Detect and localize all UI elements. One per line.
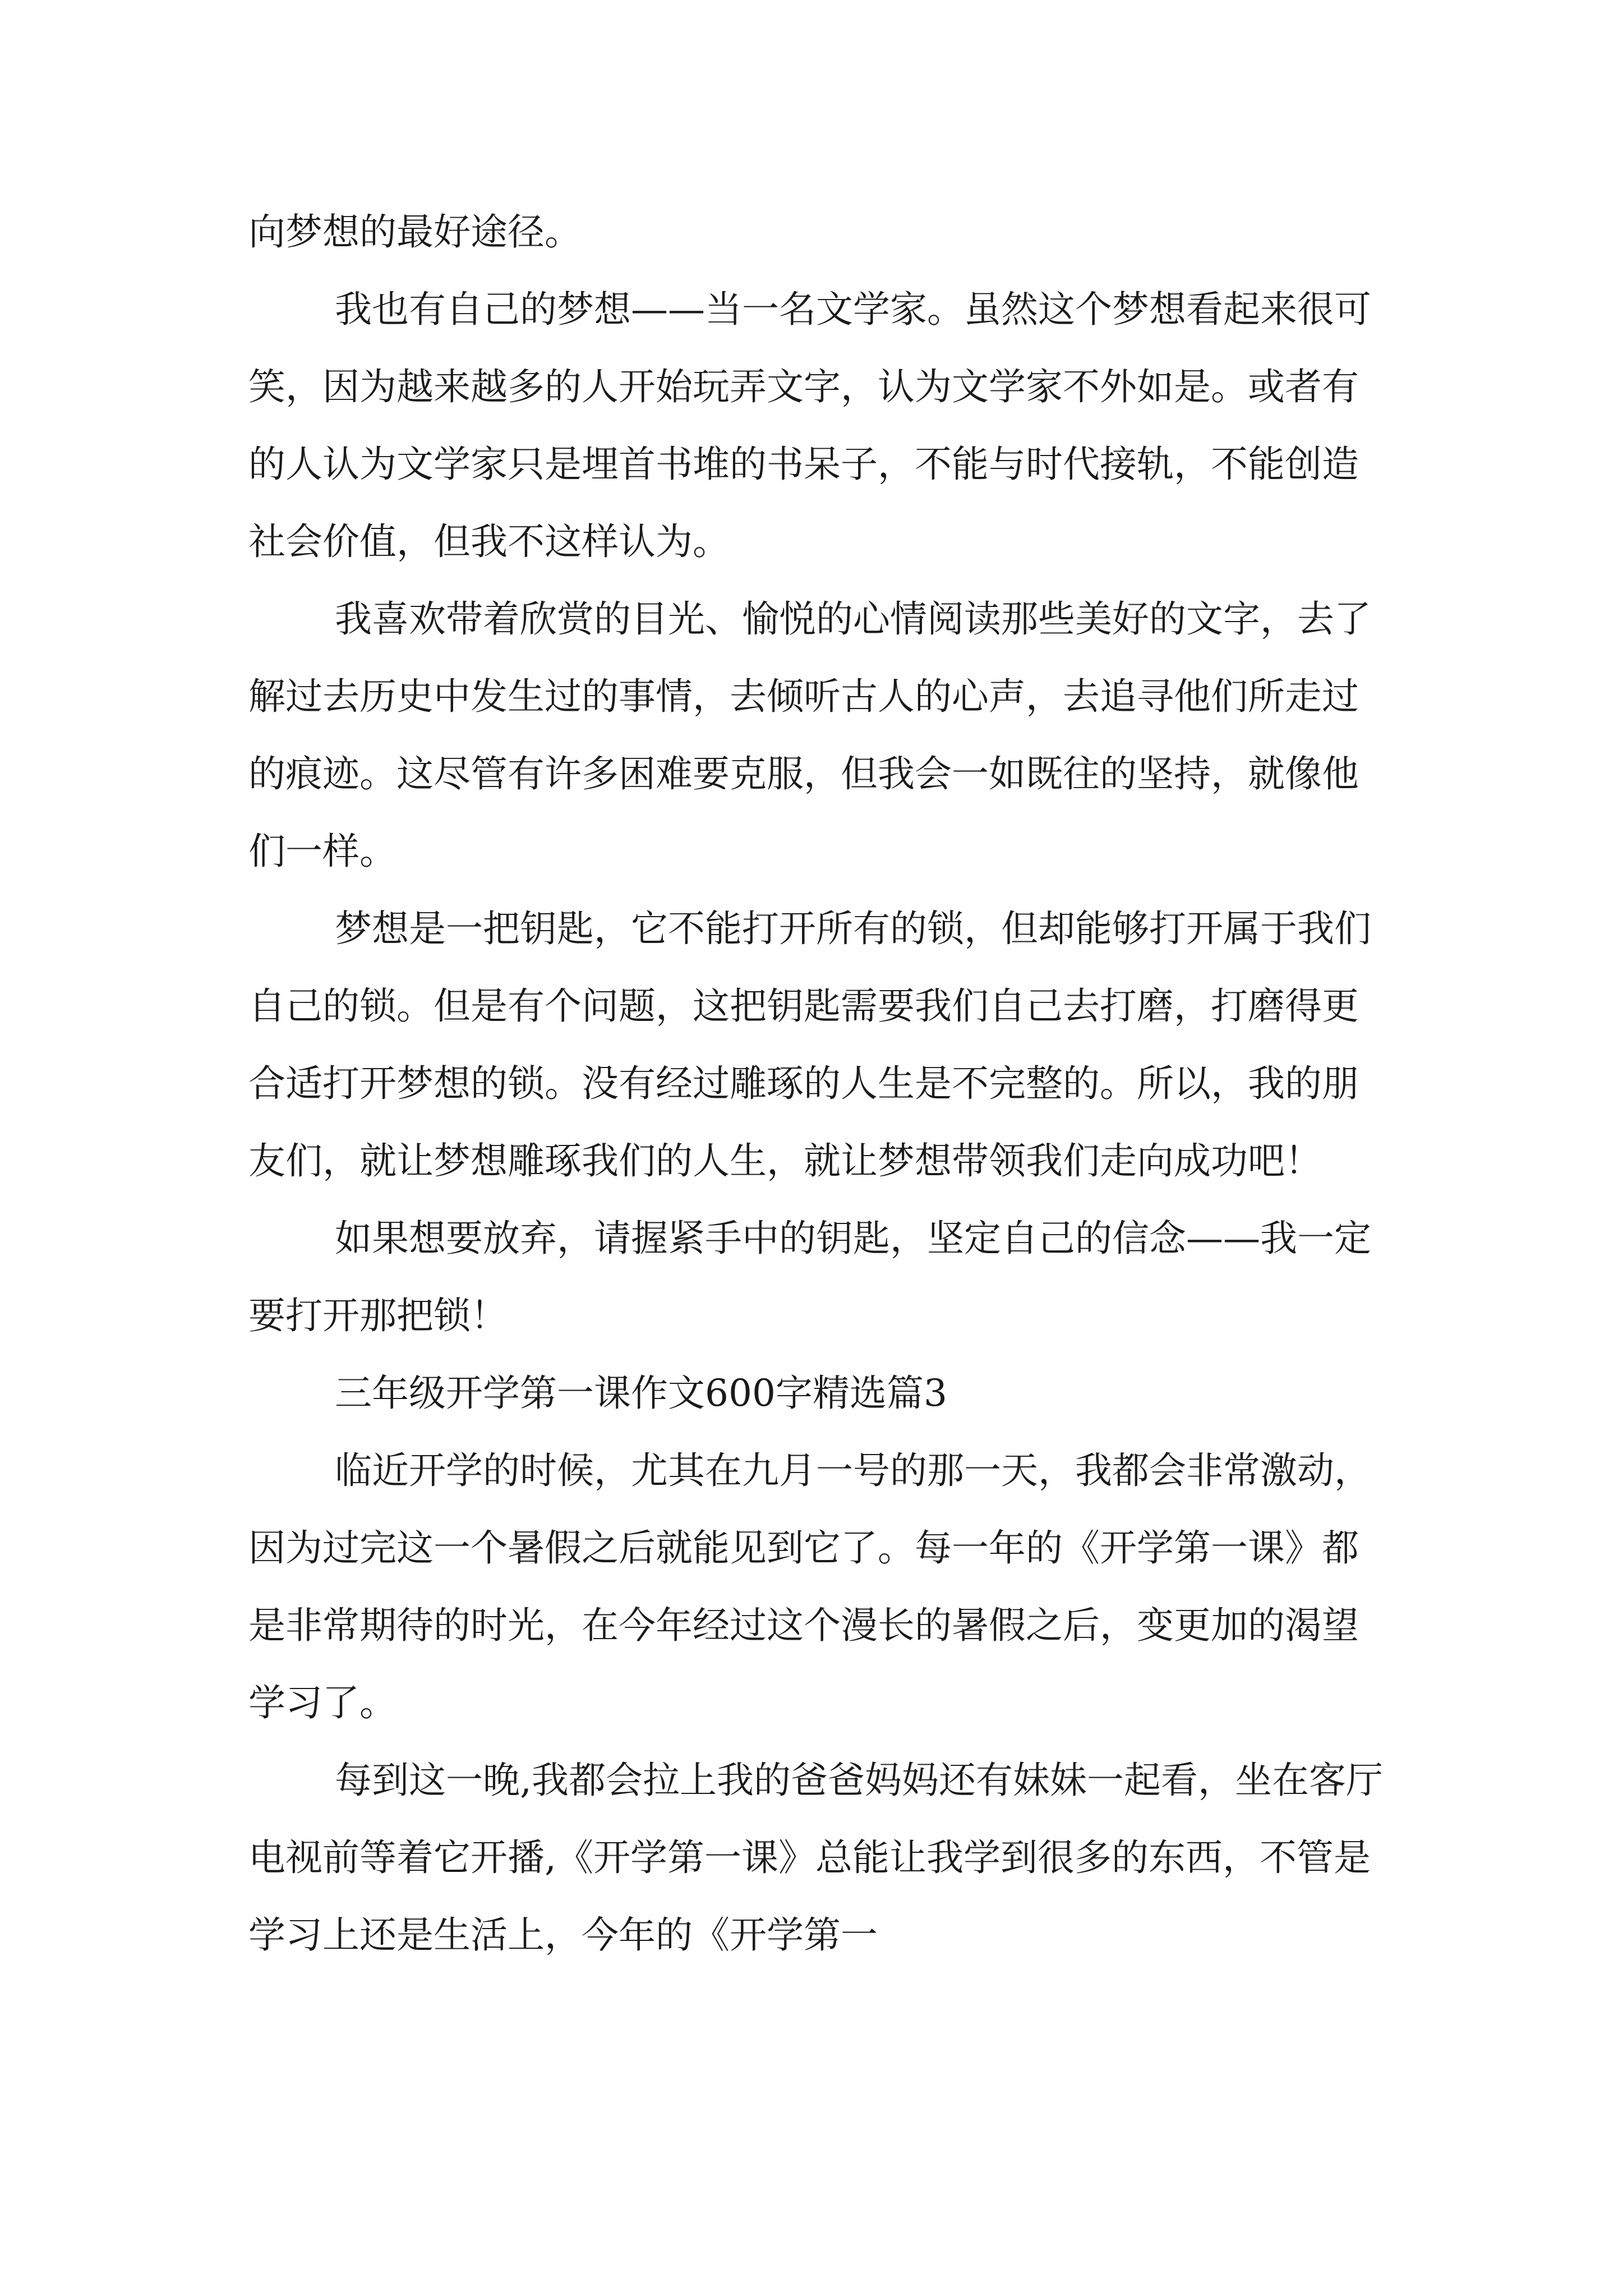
paragraph: 如果想要放弃，请握紧手中的钥匙，坚定自己的信念——我一定要打开那把锁！ xyxy=(248,1217,1371,1337)
paragraph: 梦想是一把钥匙，它不能打开所有的锁，但却能够打开属于我们自己的锁。但是有个问题，这把钥匙需要我们自己去打磨，打磨得更合适打开梦想的锁。没有经过雕琢的人生是不完整的。所以，我的朋友们，就让梦想雕琢我们的人生，就让梦想带领我们走向成功吧！ xyxy=(248,907,1371,1182)
paragraph: 我喜欢带着欣赏的目光、愉悦的心情阅读那些美好的文字，去了解过去历史中发生过的事情，去倾听古人的心声，去追寻他们所走过的痕迹。这尽管有许多困难要克服，但我会一如既往的坚持，就像他们一样。 xyxy=(248,597,1371,873)
body-text xyxy=(248,194,1393,1974)
paragraph: 我也有自己的梦想——当一名文学家。虽然这个梦想看起来很可笑，因为越来越多的人开始玩弄文字，认为文学家不外如是。或者有的人认为文学家只是埋首书堆的书呆子，不能与时代接轨，不能创造社会价值，但我不这样认为。 xyxy=(248,288,1371,563)
paragraph-continuation: 向梦想的最好途径。 xyxy=(248,210,582,254)
paragraph: 临近开学的时候，尤其在九月一号的那一天，我都会非常激动，因为过完这一个暑假之后就能见到它了。每一年的《开学第一课》都是非常期待的时光，在今年经过这个漫长的暑假之后，变更加的渴望学习了。 xyxy=(248,1449,1371,1724)
section-heading: 三年级开学第一课作文600字精选篇3 xyxy=(335,1372,947,1415)
paragraph: 每到这一晚,我都会拉上我的爸爸妈妈还有妹妹一起看，坐在客厅电视前等着它开播,《开学第一课》总能让我学到很多的东西，不管是学习上还是生活上，今年的《开学第一 xyxy=(248,1759,1383,1957)
